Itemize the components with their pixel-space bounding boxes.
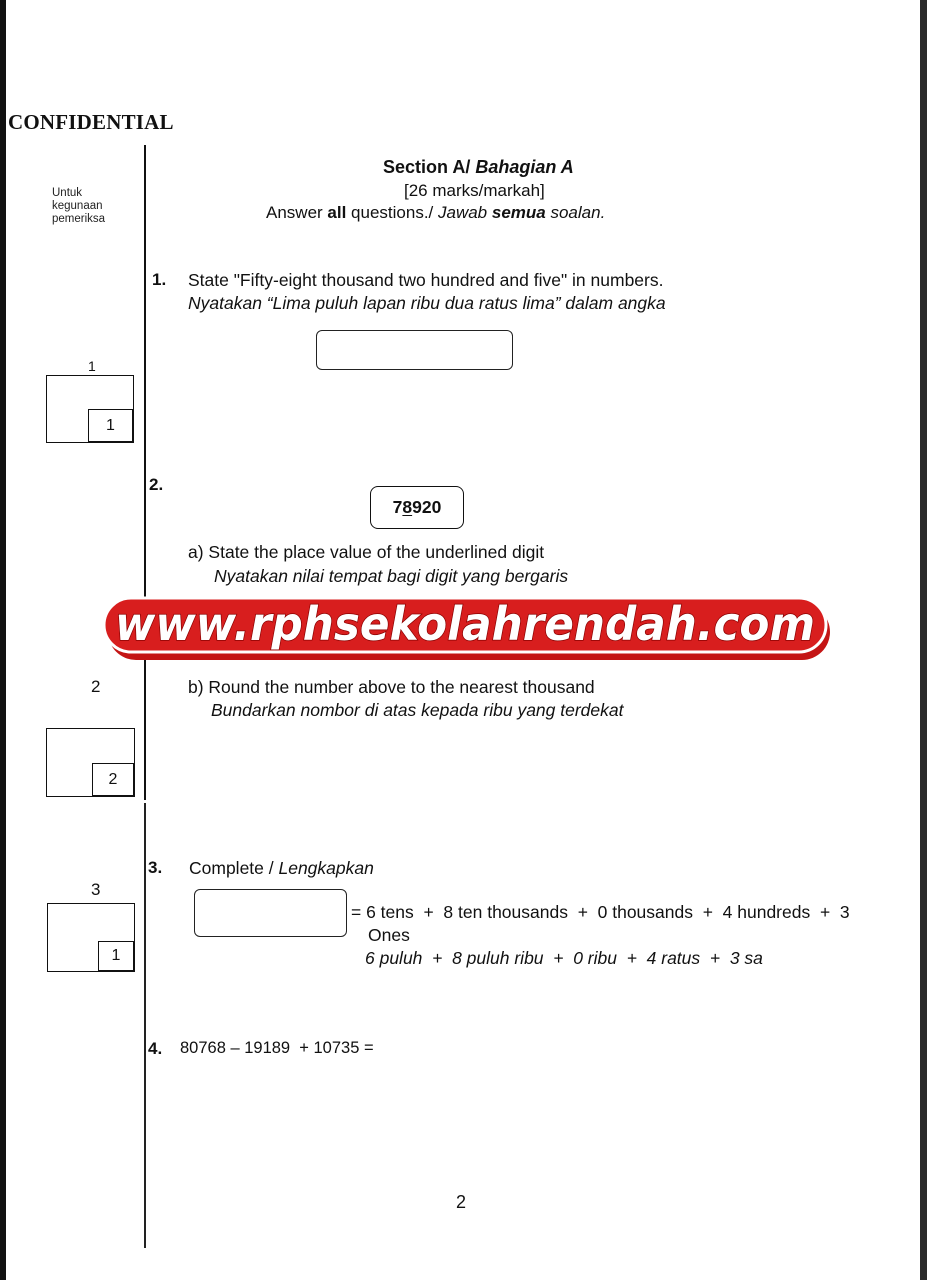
q3-line3: 6 puluh + 8 puluh ribu + 0 ribu + 4 ratus + 3 sa [365,948,763,968]
q3-answer-box[interactable] [194,889,347,937]
q1-mark-cell: 1 [88,409,133,442]
q2b-text-my: Bundarkan nombor di atas kepada ribu yang terdekat [211,700,624,720]
q4-expression: 80768 – 19189 + 10735 = [180,1039,374,1057]
section-marks: [26 marks/markah] [404,181,545,200]
watermark-banner [102,590,832,664]
margin-rule-bottom [144,803,146,1248]
q1-text-my: Nyatakan “Lima puluh lapan ribu dua ratus lima” dalam angka [188,293,666,313]
q3-mark-cell: 1 [98,941,134,971]
page-number: 2 [456,1192,467,1212]
q3-line2: Ones [368,925,410,945]
q1-side-label: 1 [88,358,96,374]
q2-mark-cell: 2 [92,763,134,796]
margin-rule-top [144,145,146,800]
section-title: Section A/ Bahagian A [383,157,574,177]
q1-number: 1. [152,270,167,289]
page-right-edge [920,0,927,1280]
section-instructions: Answer all questions./ Jawab semua soalan. [266,203,606,222]
q2-side-label: 2 [91,677,101,696]
examiner-use-label: Untuk kegunaan pemeriksa [52,187,106,225]
q3-line1: = 6 tens + 8 ten thousands + 0 thousands + 4 hundreds + 3 [351,902,850,922]
q4-number: 4. [148,1039,163,1058]
q3-side-label: 3 [91,880,101,899]
q3-label: Complete / Lengkapkan [189,858,374,878]
q2a-text-en: a) State the place value of the underlined digit [188,542,545,562]
q1-answer-box[interactable] [316,330,513,370]
confidential-label: CONFIDENTIAL [8,110,174,134]
q1-text-en: State "Fifty-eight thousand two hundred and five" in numbers. [188,270,664,290]
q3-number: 3. [148,858,163,877]
q2-number-box: 78920 [370,486,464,529]
page-left-edge [0,0,6,1280]
q2-number: 2. [149,475,164,494]
watermark-text: www.rphsekolahrendah.com [115,597,815,651]
q2a-text-my: Nyatakan nilai tempat bagi digit yang bergaris [214,566,569,586]
q2b-text-en: b) Round the number above to the nearest thousand [188,677,595,697]
